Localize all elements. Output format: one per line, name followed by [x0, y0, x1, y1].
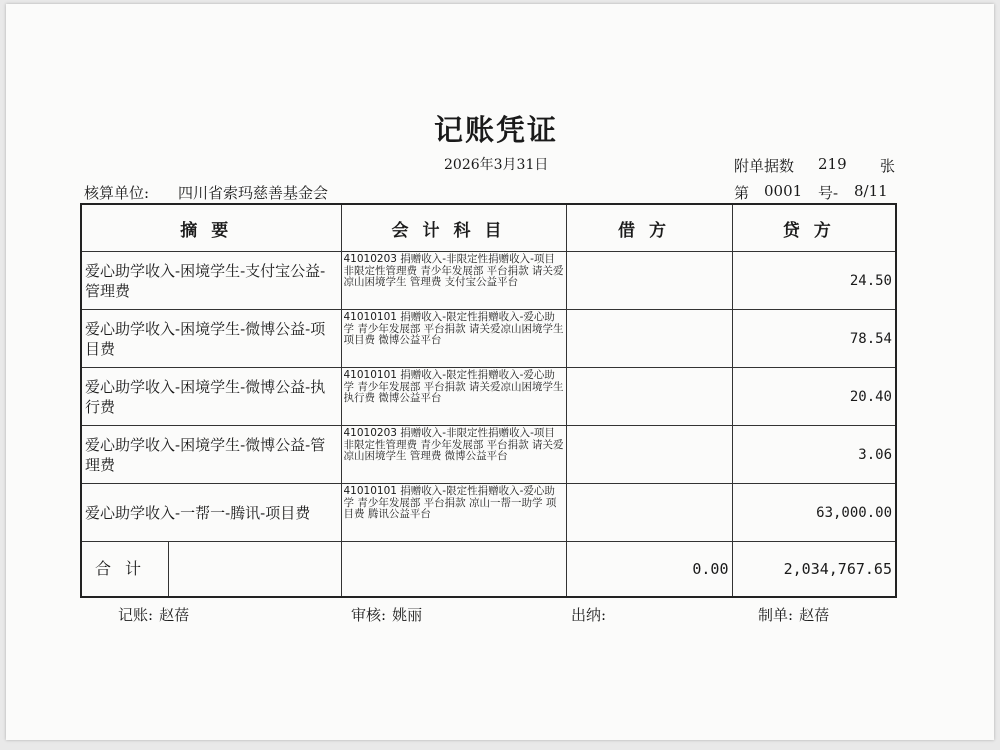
account-header: 会计科目 — [341, 204, 566, 252]
reviewer-field — [351, 604, 422, 625]
total-row — [81, 542, 896, 598]
credit-header: 贷方 — [732, 204, 896, 252]
summary-cell: 爱心助学收入-困境学生-微博公益-项目费 — [81, 310, 341, 368]
attachment-unit: 张 — [880, 157, 896, 175]
debit-cell — [566, 426, 732, 484]
credit-cell: 3.06 — [732, 426, 896, 484]
summary-cell: 爱心助学收入-困境学生-微博公益-执行费 — [81, 368, 341, 426]
voucher-date: 2026年3月31日 — [444, 157, 549, 173]
debit-cell — [566, 310, 732, 368]
credit-cell: 63,000.00 — [732, 484, 896, 542]
credit-cell: 24.50 — [732, 252, 896, 310]
total-account-cell — [341, 542, 566, 598]
total-label-text: 合计 — [82, 542, 169, 596]
summary-cell: 爱心助学收入-困境学生-微博公益-管理费 — [81, 426, 341, 484]
voucher-page: 8/11 — [854, 182, 888, 200]
table-row — [81, 310, 896, 368]
credit-cell: 20.40 — [732, 368, 896, 426]
bookkeeper-label: 记账: — [118, 606, 154, 624]
header-row — [81, 204, 896, 252]
voucher-number: 0001 — [764, 182, 803, 200]
accounting-unit-label: 核算单位: — [84, 184, 150, 202]
table-row — [81, 484, 896, 542]
preparer-name: 赵蓓 — [799, 606, 830, 624]
attachment-count: 219 — [818, 155, 847, 173]
summary-header: 摘要 — [81, 204, 341, 252]
total-debit: 0.00 — [566, 542, 732, 598]
voucher-number-suffix: 号- — [818, 184, 839, 202]
debit-header: 借方 — [566, 204, 732, 252]
table-row — [81, 252, 896, 310]
voucher-sheet — [6, 4, 994, 740]
cashier-label: 出纳: — [571, 606, 607, 624]
preparer-field — [758, 604, 829, 625]
debit-cell — [566, 484, 732, 542]
reviewer-label: 审核: — [351, 606, 387, 624]
total-label — [81, 542, 341, 598]
debit-cell — [566, 368, 732, 426]
table-row — [81, 368, 896, 426]
voucher-title: 记账凭证 — [433, 113, 558, 147]
account-cell: 41010101 捐赠收入-限定性捐赠收入-爱心助学 青少年发展部 平台捐款 请关爱凉山困境学生 项目费 微博公益平台 — [341, 310, 566, 368]
attachment-label: 附单据数 — [734, 157, 795, 175]
account-cell: 41010101 捐赠收入-限定性捐赠收入-爱心助学 青少年发展部 平台捐款 凉山一帮一助学 项目费 腾讯公益平台 — [341, 484, 566, 542]
total-credit: 2,034,767.65 — [732, 542, 896, 598]
account-cell: 41010101 捐赠收入-限定性捐赠收入-爱心助学 青少年发展部 平台捐款 请关爱凉山困境学生 执行费 微博公益平台 — [341, 368, 566, 426]
summary-cell: 爱心助学收入-一帮一-腾讯-项目费 — [81, 484, 341, 542]
table-row — [81, 426, 896, 484]
reviewer-name: 姚丽 — [392, 606, 423, 624]
preparer-label: 制单: — [758, 606, 794, 624]
account-cell: 41010203 捐赠收入-非限定性捐赠收入-项目非限定性管理费 青少年发展部 平台捐款 请关爱凉山困境学生 管理费 支付宝公益平台 — [341, 252, 566, 310]
account-cell: 41010203 捐赠收入-非限定性捐赠收入-项目非限定性管理费 青少年发展部 平台捐款 请关爱凉山困境学生 管理费 微博公益平台 — [341, 426, 566, 484]
accounting-unit-name: 四川省索玛慈善基金会 — [178, 184, 329, 202]
debit-cell — [566, 252, 732, 310]
voucher-table — [80, 203, 897, 598]
credit-cell: 78.54 — [732, 310, 896, 368]
bookkeeper-field — [118, 604, 189, 625]
cashier-field — [571, 604, 612, 625]
summary-cell: 爱心助学收入-困境学生-支付宝公益-管理费 — [81, 252, 341, 310]
bookkeeper-name: 赵蓓 — [159, 606, 190, 624]
voucher-number-label: 第 — [734, 184, 750, 202]
